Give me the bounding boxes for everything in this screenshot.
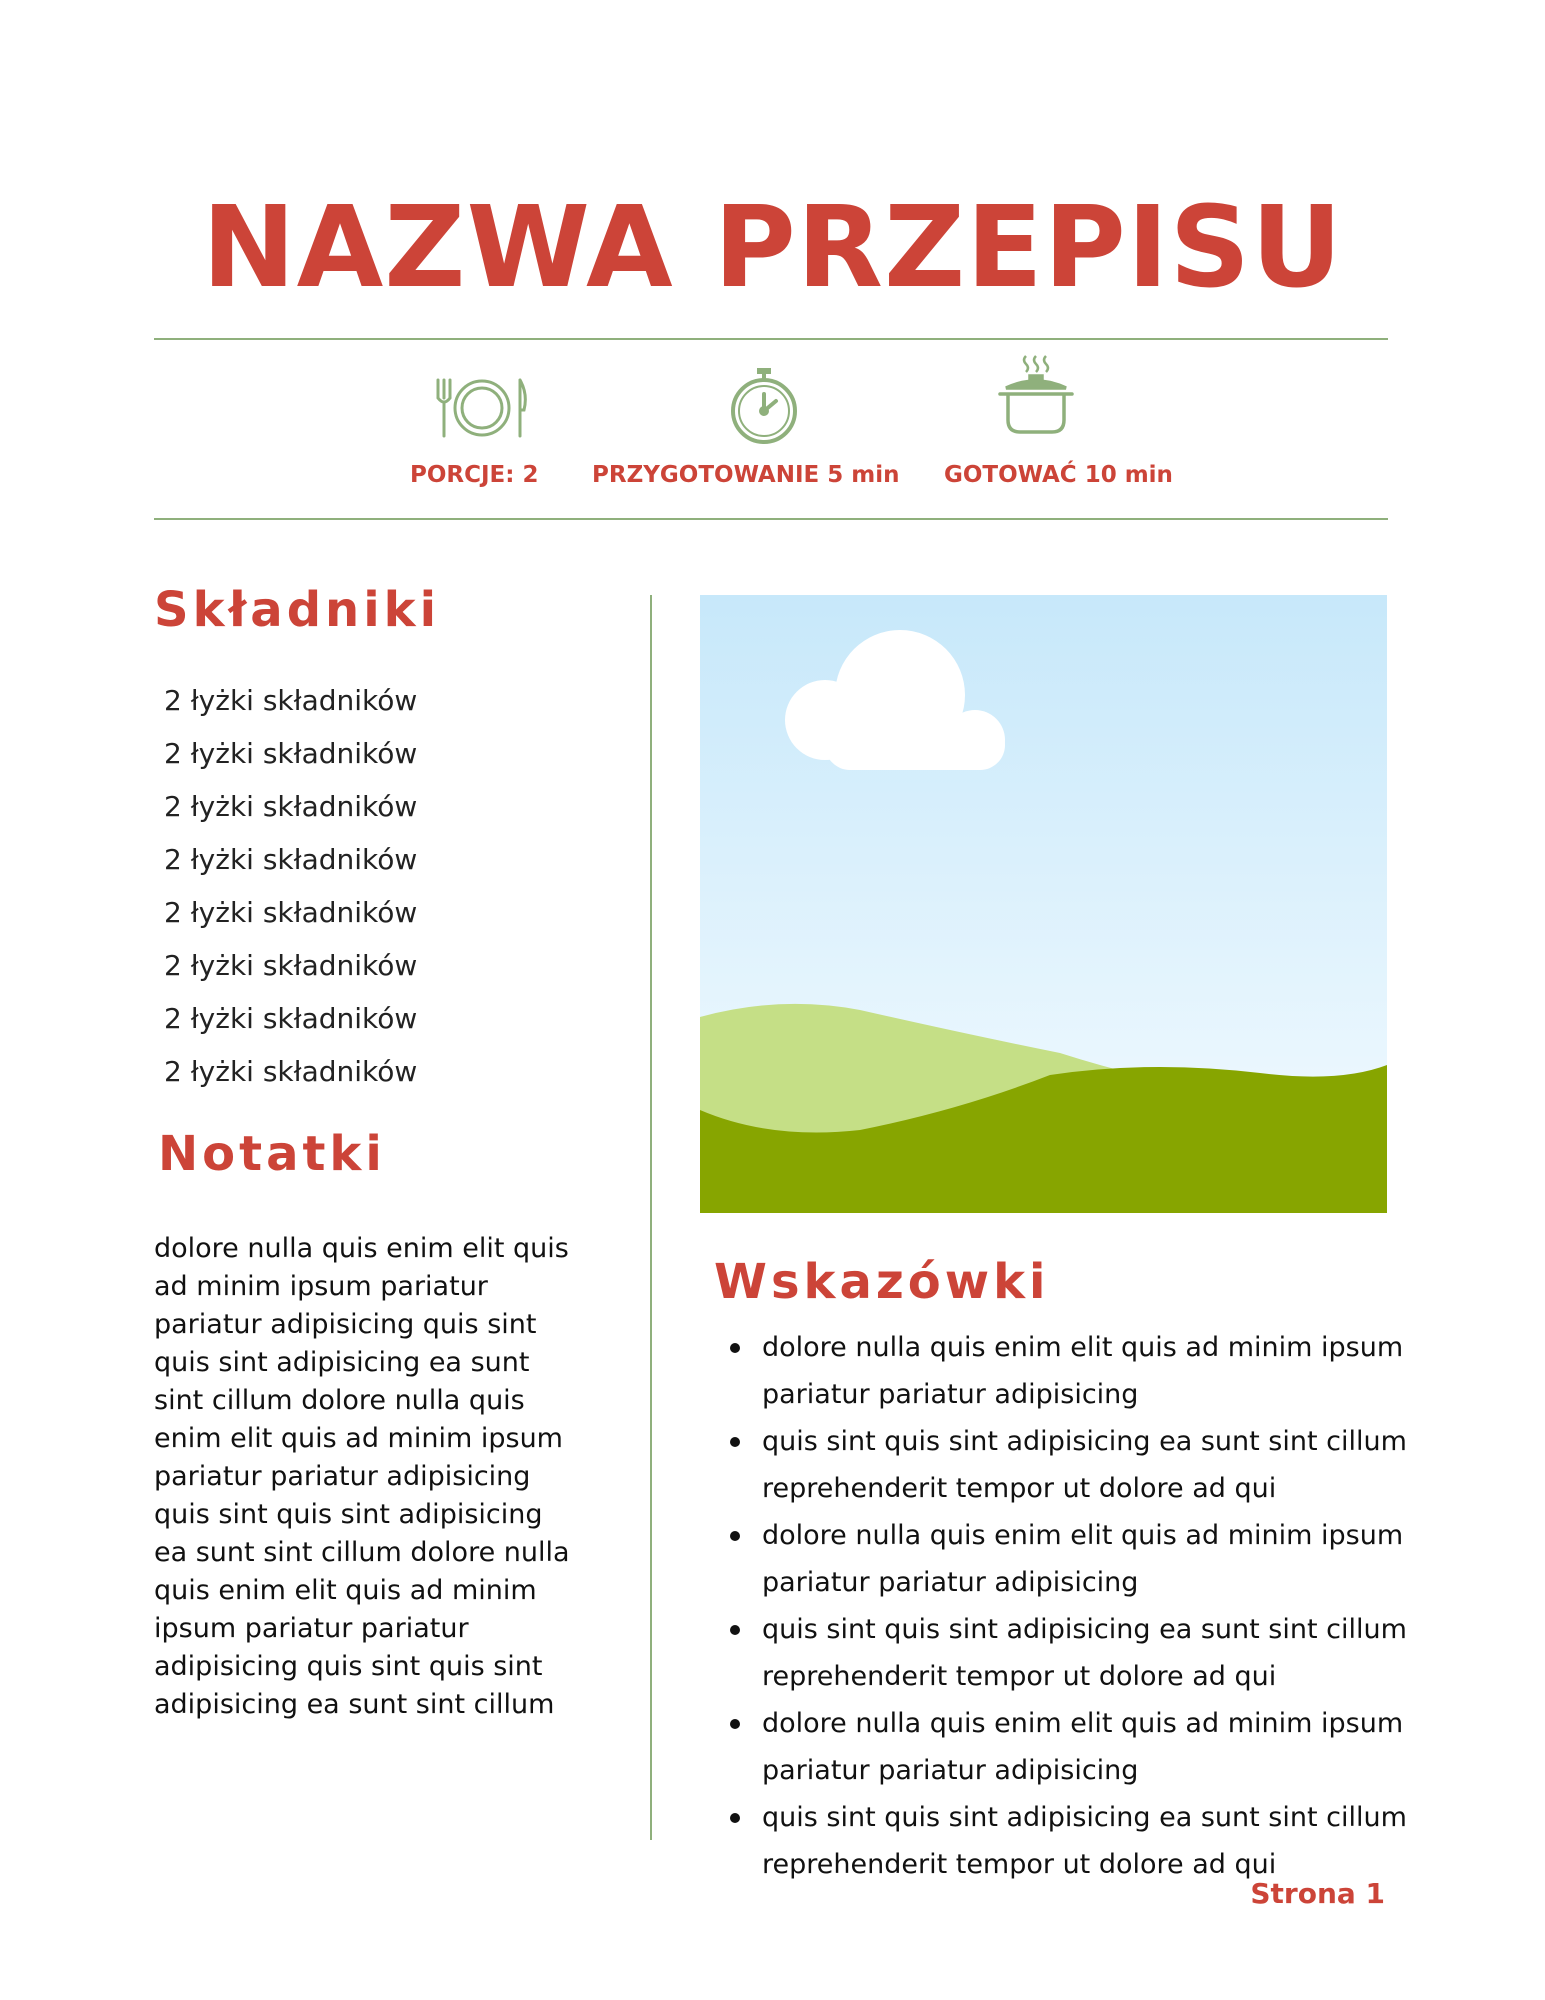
- directions-heading: Wskazówki: [714, 1254, 1050, 1310]
- ingredient-item: 2 łyżki składników: [164, 843, 418, 876]
- ingredient-item: 2 łyżki składników: [164, 896, 418, 929]
- recipe-title: NAZWA PRZEPISU: [201, 183, 1344, 313]
- ingredient-item: 2 łyżki składników: [164, 1055, 418, 1088]
- direction-item: [730, 1324, 1450, 1418]
- bullet-icon: [730, 1343, 740, 1353]
- page-number: Strona 1: [1250, 1877, 1385, 1910]
- recipe-image-placeholder: [700, 595, 1387, 1213]
- direction-text: dolore nulla quis enim elit quis ad minim ipsum pariatur pariatur adipisicing: [762, 1520, 1404, 1598]
- directions-list: [730, 1324, 1450, 1888]
- bullet-icon: [730, 1437, 740, 1447]
- stopwatch-icon: [727, 366, 801, 446]
- cook-time-label: GOTOWAĆ 10 min: [944, 462, 1173, 488]
- direction-text: dolore nulla quis enim elit quis ad minim ipsum pariatur pariatur adipisicing: [762, 1708, 1404, 1786]
- top-divider: [154, 338, 1388, 340]
- ingredients-list: [164, 674, 417, 1098]
- direction-item: [730, 1418, 1450, 1512]
- direction-item: [730, 1700, 1450, 1794]
- servings-label: PORCJE: 2: [410, 462, 539, 488]
- bullet-icon: [730, 1531, 740, 1541]
- cooking-pot-icon: [996, 354, 1076, 436]
- direction-text: dolore nulla quis enim elit quis ad minim ipsum pariatur pariatur adipisicing: [762, 1332, 1404, 1410]
- direction-item: [730, 1794, 1450, 1888]
- ingredient-item: 2 łyżki składników: [164, 684, 418, 717]
- ingredient-item: 2 łyżki składników: [164, 790, 418, 823]
- direction-text: quis sint quis sint adipisicing ea sunt sint cillum reprehenderit tempor ut dolore ad qui: [762, 1614, 1407, 1692]
- ingredients-heading: Składniki: [154, 582, 441, 638]
- ingredient-item: 2 łyżki składników: [164, 1002, 418, 1035]
- notes-text: dolore nulla quis enim elit quis ad minim ipsum pariatur pariatur adipisicing quis sint quis sint adipisicing ea sunt sint cillum dolore nulla quis enim elit quis ad minim ipsum pariatur pariatur adipisicing quis sint quis sint adipisicing ea sunt sint cillum dolore nulla quis enim elit quis ad minim ipsum pariatur pariatur adipisicing quis sint quis sint adipisicing ea sunt sint cillum: [154, 1233, 570, 1720]
- meta-divider: [154, 518, 1388, 520]
- direction-item: [730, 1606, 1450, 1700]
- bullet-icon: [730, 1813, 740, 1823]
- ingredient-item: 2 łyżki składników: [164, 949, 418, 982]
- notes-heading: Notatki: [158, 1126, 386, 1182]
- prep-time-label: PRZYGOTOWANIE 5 min: [592, 462, 900, 488]
- bullet-icon: [730, 1625, 740, 1635]
- column-divider: [650, 595, 652, 1840]
- direction-item: [730, 1512, 1450, 1606]
- plate-cutlery-icon: [432, 376, 532, 440]
- ingredient-item: 2 łyżki składników: [164, 737, 418, 770]
- bullet-icon: [730, 1719, 740, 1729]
- direction-text: quis sint quis sint adipisicing ea sunt sint cillum reprehenderit tempor ut dolore ad qui: [762, 1426, 1407, 1504]
- direction-text: quis sint quis sint adipisicing ea sunt sint cillum reprehenderit tempor ut dolore ad qui: [762, 1802, 1407, 1880]
